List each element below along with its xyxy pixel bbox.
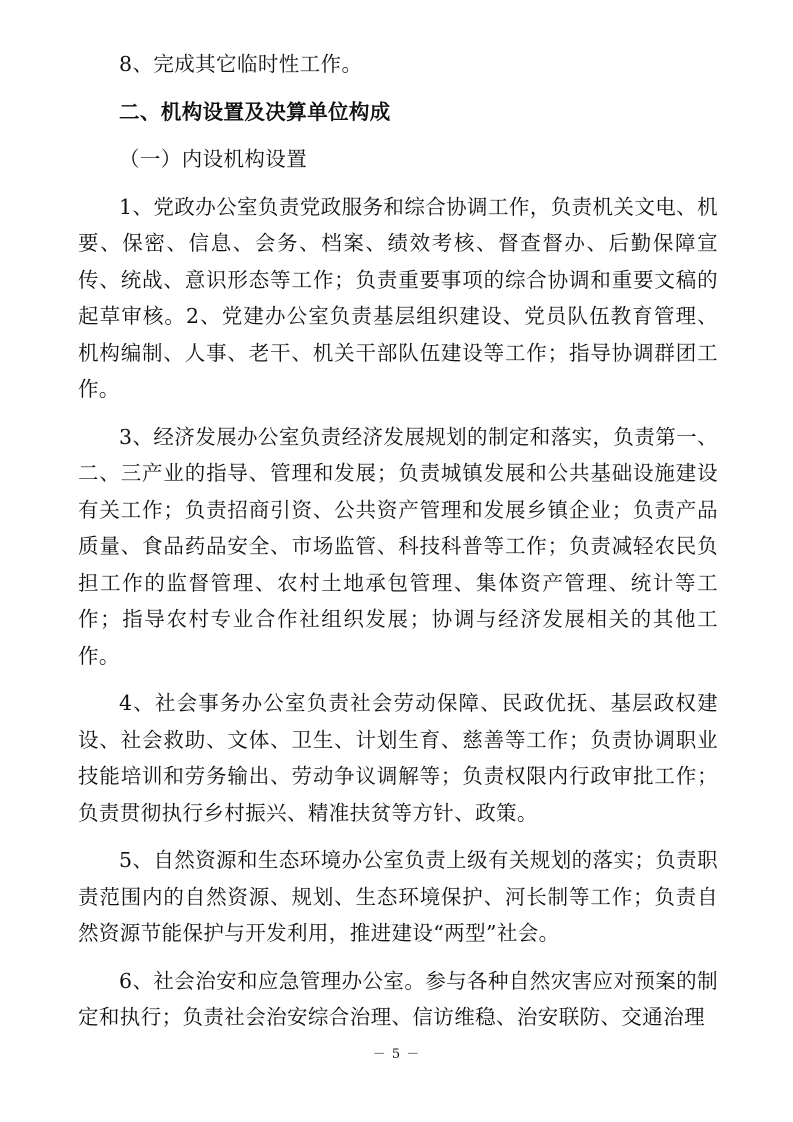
paragraph-social-affairs-office: 4、社会事务办公室负责社会劳动保障、民政优抚、基层政权建设、社会救助、文体、卫生、计划生育、慈善等工作；负责协调职业技能培训和劳务输出、劳动争议调解等；负责权限内行政审批工作；负责贯彻执行乡村振兴、精准扶贫等方针、政策。 <box>78 691 718 825</box>
paragraph-economic-office: 3、经济发展办公室负责经济发展规划的制定和落实，负责第一、二、三产业的指导、管理和发展；负责城镇发展和公共基础设施建设有关工作；负责招商引资、公共资产管理和发展乡镇企业；负责产品质量、食品药品安全、市场监管、科技科普等工作；负责减轻农民负担工作的监督管理、农村土地承包管理、集体资产管理、统计等工作；指导农村专业合作社组织发展；协调与经济发展相关的其他工作。 <box>78 424 718 668</box>
section-heading-institutional-setup: 二、机构设置及决算单位构成 <box>119 99 391 124</box>
paragraph-item-8: 8、完成其它临时性工作。 <box>119 52 363 76</box>
page-number: － 5 － <box>372 1047 421 1062</box>
paragraph-natural-resources-office: 5、自然资源和生态环境办公室负责上级有关规划的落实；负责职责范围内的自然资源、规划、生态环境保护、河长制等工作；负责自然资源节能保护与开发利用，推进建设“两型”社会。 <box>78 848 718 945</box>
paragraph-public-security-office: 6、社会治安和应急管理办公室。参与各种自然灾害应对预案的制定和执行；负责社会治安综合治理、信访维稳、治安联防、交通治理 <box>78 968 718 1029</box>
paragraph-party-office: 1、党政办公室负责党政服务和综合协调工作，负责机关文电、机要、保密、信息、会务、档案、绩效考核、督查督办、后勤保障宣传、统战、意识形态等工作；负责重要事项的综合协调和重要文稿的起草审核。2、党建办公室负责基层组织建设、党员队伍教育管理、机构编制、人事、老干、机关干部队伍建设等工作；指导协调群团工作。 <box>78 194 718 401</box>
document-page <box>78 46 718 1036</box>
subsection-heading-internal-departments: （一）内设机构设置 <box>119 147 308 171</box>
